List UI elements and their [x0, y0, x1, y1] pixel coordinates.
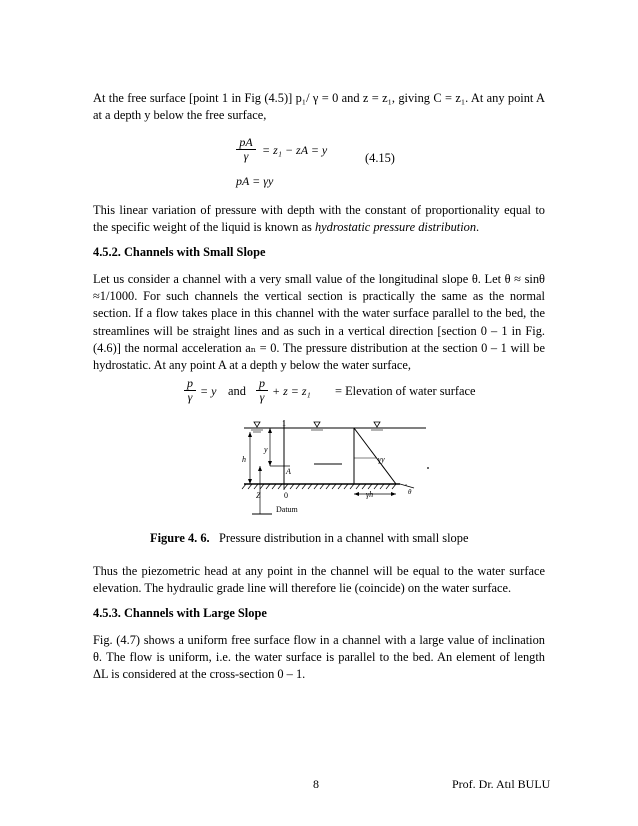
figure-4-6-diagram	[238, 418, 438, 520]
eq-small-num-1: p	[184, 377, 196, 391]
paragraph-piezometric: Thus the piezometric head at any point in the channel will be equal to the water surface elevation. The hydraulic grade line will therefore lie (coincide) on the water surface.	[93, 564, 545, 596]
eq-small-fraction-2	[256, 377, 268, 404]
figure-caption	[150, 531, 510, 546]
p2-italic-term: hydrostatic pressure distribution	[314, 220, 477, 235]
eq415-number: (4.15)	[365, 151, 395, 165]
paragraph-large-slope: Fig. (4.7) shows a uniform free surface flow in a channel with a large value of inclination θ. The flow is uniform, i.e. the water surface is parallel to the bed. An element of length ΔL is considered at the cross-section 0 – 1.	[93, 633, 545, 682]
label-theta: θ	[408, 488, 412, 496]
figure-caption-label: Figure 4. 6.	[150, 531, 210, 545]
label-point-a: A	[286, 467, 291, 476]
paragraph-small-slope: Let us consider a channel with a very small value of the longitudinal slope θ. Let θ ≈ sinθ ≈1/1000. For such channels the vertical section is practically the same as the normal section. If a flow takes place in this channel with the water surface parallel to the bed, the streamlines will be straight lines and as such in a vertical direction [section 0 – 1 in Fig. (4.6)] the normal acceleration aₙ = 0. The pressure distribution at the section 0 – 1 will be hydrostatic. At any point A at a depth y below the water surface,	[93, 272, 545, 373]
eq415-denominator: γ	[243, 149, 249, 163]
eq-small-rhs-2: + z = z₁	[272, 384, 311, 398]
heading-small-slope: 4.5.2. Channels with Small Slope	[93, 245, 266, 259]
eq415-line2: pA = γy	[236, 174, 274, 188]
label-section-0: 0	[284, 491, 288, 500]
p2-lead: This linear variation of pressure with depth with the constant of proportionality equal to the specific weight of the liquid is known as	[93, 203, 545, 235]
eq-small-den-2: γ	[259, 390, 265, 404]
footer-author: Prof. Dr. Atıl BULU	[452, 777, 551, 791]
label-depth-y: y	[264, 445, 268, 454]
eq-small-and: and	[228, 384, 246, 398]
label-z: Z	[256, 491, 261, 500]
water-surface-symbol	[251, 422, 263, 432]
eq415-numerator: pA	[236, 136, 256, 150]
heading-large-slope: 4.5.3. Channels with Large Slope	[93, 606, 267, 620]
page-number: 8	[313, 777, 319, 791]
label-section-1: 1	[282, 419, 286, 428]
water-surface-symbol	[311, 422, 323, 430]
water-surface-symbol	[371, 422, 383, 430]
eq-small-num-2: p	[256, 377, 268, 391]
eq-small-rhs-1: = y	[200, 384, 217, 398]
eq-small-fraction-1	[184, 377, 196, 404]
label-datum: Datum	[276, 505, 298, 514]
label-gamma-y: γy	[378, 455, 385, 464]
label-gamma-h: γh	[366, 490, 374, 499]
p2-tail: .	[476, 220, 480, 235]
eq415-fraction	[236, 136, 256, 163]
figure-caption-text: Pressure distribution in a channel with small slope	[218, 531, 469, 545]
paragraph-hydrostatic	[93, 202, 545, 236]
eq-small-den-1: γ	[187, 390, 193, 404]
label-depth-h: h	[242, 455, 246, 464]
eq415-rhs: = z₁ − zA = y	[262, 143, 328, 157]
paragraph-free-surface: At the free surface [point 1 in Fig (4.5)] p₁/ γ = 0 and z = z₁, giving C = z₁. At any point A at a depth y below the free surface,	[93, 91, 545, 123]
eq-small-tail: = Elevation of water surface	[335, 384, 476, 398]
